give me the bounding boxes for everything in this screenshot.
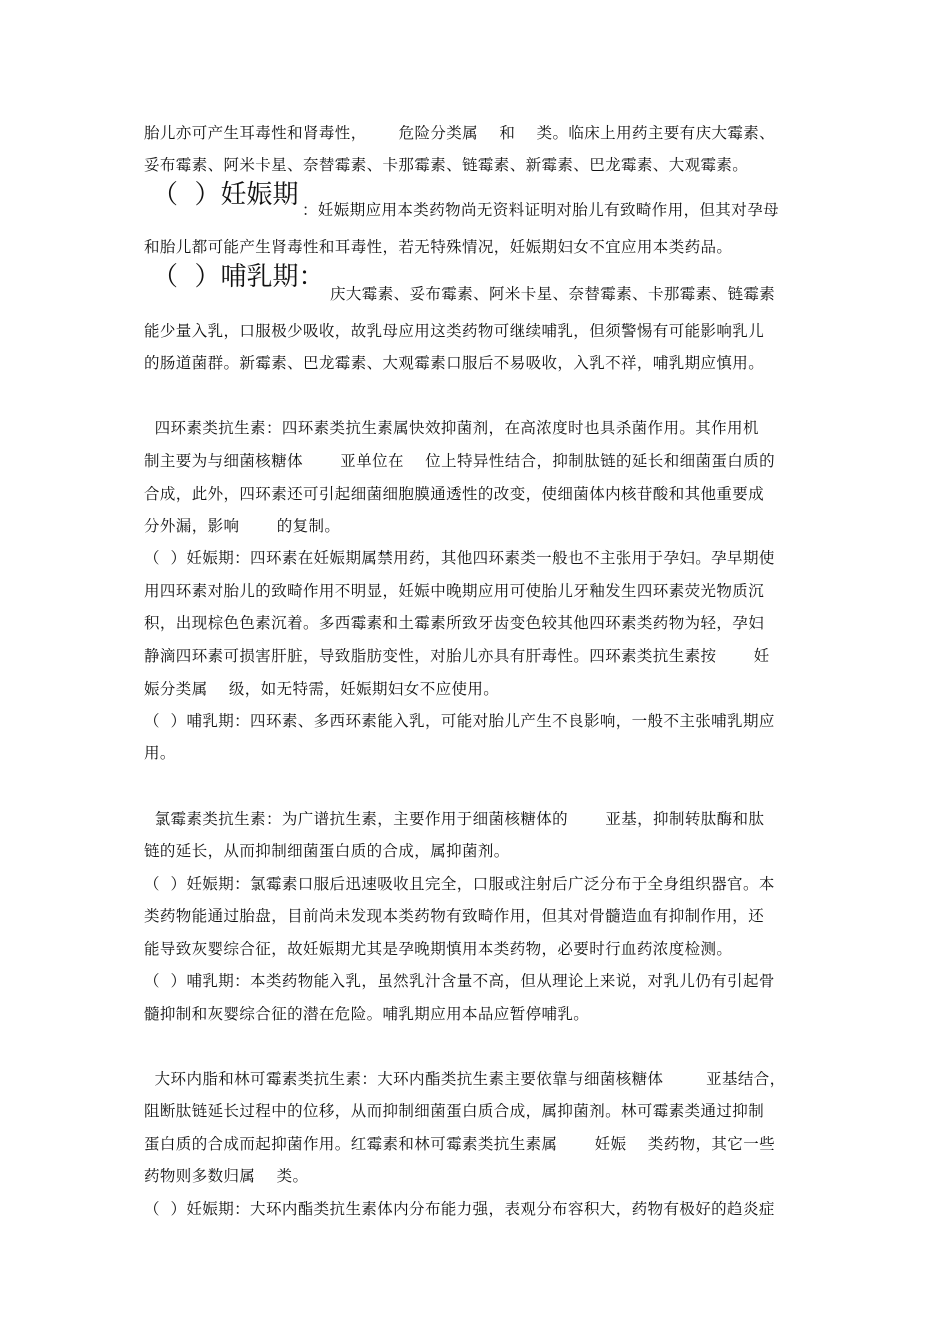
text-line: 能少量入乳，口服极少吸收，故乳母应用这类药物可继续哺乳，但须警惕有可能影响乳儿 bbox=[144, 322, 765, 340]
text-line: 蛋白质的合成而起抑菌作用。红霉素和林可霉素类抗生素属 妊娠 类药物，其它一些 bbox=[144, 1135, 775, 1153]
text-line: 药物则多数归属 类。 bbox=[144, 1167, 309, 1185]
text-line: 用。 bbox=[144, 744, 176, 762]
text-line: 髓抑制和灰婴综合征的潜在危险。哺乳期应用本品应暂停哺乳。 bbox=[144, 1005, 590, 1023]
text-line: （ ）妊娠期：大环内酯类抗生素体内分布能力强，表观分布容积大，药物有极好的趋炎症 bbox=[144, 1200, 775, 1218]
text-line: 四环素类抗生素：四环素类抗生素属快效抑菌剂，在高浓度时也具杀菌作用。其作用机 bbox=[144, 419, 759, 437]
section-heading-pregnancy: （ ）妊娠期 bbox=[152, 180, 299, 210]
text-line: 的肠道菌群。新霉素、巴龙霉素、大观霉素口服后不易吸收，入乳不祥，哺乳期应慎用。 bbox=[144, 354, 765, 372]
text-line: 胎儿亦可产生耳毒性和肾毒性， 危险分类属 和 类。临床上用药主要有庆大霉素、 bbox=[144, 124, 776, 142]
text-line: 阻断肽链延长过程中的位移，从而抑制细菌蛋白质合成，属抑菌剂。林可霉素类通过抑制 bbox=[144, 1102, 765, 1120]
text-line: （ ）妊娠期：四环素在妊娠期属禁用药，其他四环素类一般也不主张用于孕妇。孕早期使 bbox=[144, 549, 775, 567]
text-line: 静滴四环素可损害肝脏，导致脂肪变性，对胎儿亦具有肝毒性。四环素类抗生素按 妊 bbox=[144, 647, 770, 665]
text-line: 积，出现棕色色素沉着。多西霉素和土霉素所致牙齿变色较其他四环素类药物为轻，孕妇 bbox=[144, 614, 765, 632]
text-line: 氯霉素类抗生素：为广谱抗生素，主要作用于细菌核糖体的 亚基，抑制转肽酶和肽 bbox=[144, 810, 765, 828]
text-line: 类药物能通过胎盘，目前尚未发现本类药物有致畸作用，但其对骨髓造血有抑制作用，还 bbox=[144, 907, 765, 925]
text-line: 妥布霉素、阿米卡星、奈替霉素、卡那霉素、链霉素、新霉素、巴龙霉素、大观霉素。 bbox=[144, 156, 749, 174]
text-line: 分外漏，影响 的复制。 bbox=[144, 517, 341, 535]
text-line: 庆大霉素、妥布霉素、阿米卡星、奈替霉素、卡那霉素、链霉素 bbox=[330, 285, 776, 303]
text-line: ：妊娠期应用本类药物尚无资料证明对胎儿有致畸作用，但其对孕母 bbox=[302, 201, 780, 219]
text-line: 用四环素对胎儿的致畸作用不明显，妊娠中晚期应用可使胎儿牙釉发生四环素荧光物质沉 bbox=[144, 582, 765, 600]
text-line: （ ）哺乳期：本类药物能入乳，虽然乳汁含量不高，但从理论上来说，对乳儿仍有引起骨 bbox=[144, 972, 775, 990]
section-heading-lactation: （ ）哺乳期： bbox=[152, 262, 325, 292]
text-line: （ ）妊娠期：氯霉素口服后迅速吸收且完全，口服或注射后广泛分布于全身组织器官。本 bbox=[144, 875, 775, 893]
text-line: 合成，此外，四环素还可引起细菌细胞膜通透性的改变，使细菌体内核苷酸和其他重要成 bbox=[144, 485, 765, 503]
text-line: （ ）哺乳期：四环素、多西环素能入乳，可能对胎儿产生不良影响，一般不主张哺乳期应 bbox=[144, 712, 775, 730]
text-line: 娠分类属 级，如无特需，妊娠期妇女不应使用。 bbox=[144, 680, 500, 698]
text-line: 制主要为与细菌核糖体 亚单位在 位上特异性结合，抑制肽链的延长和细菌蛋白质的 bbox=[144, 452, 775, 470]
text-line: 大环内脂和林可霉素类抗生素：大环内酯类抗生素主要依靠与细菌核糖体 亚基结合， bbox=[144, 1070, 786, 1088]
text-line: 能导致灰婴综合征，故妊娠期尤其是孕晚期慎用本类药物，必要时行血药浓度检测。 bbox=[144, 940, 733, 958]
text-line: 链的延长，从而抑制细菌蛋白质的合成，属抑菌剂。 bbox=[144, 842, 510, 860]
text-line: 和胎儿都可能产生肾毒性和耳毒性，若无特殊情况，妊娠期妇女不宜应用本类药品。 bbox=[144, 238, 733, 256]
